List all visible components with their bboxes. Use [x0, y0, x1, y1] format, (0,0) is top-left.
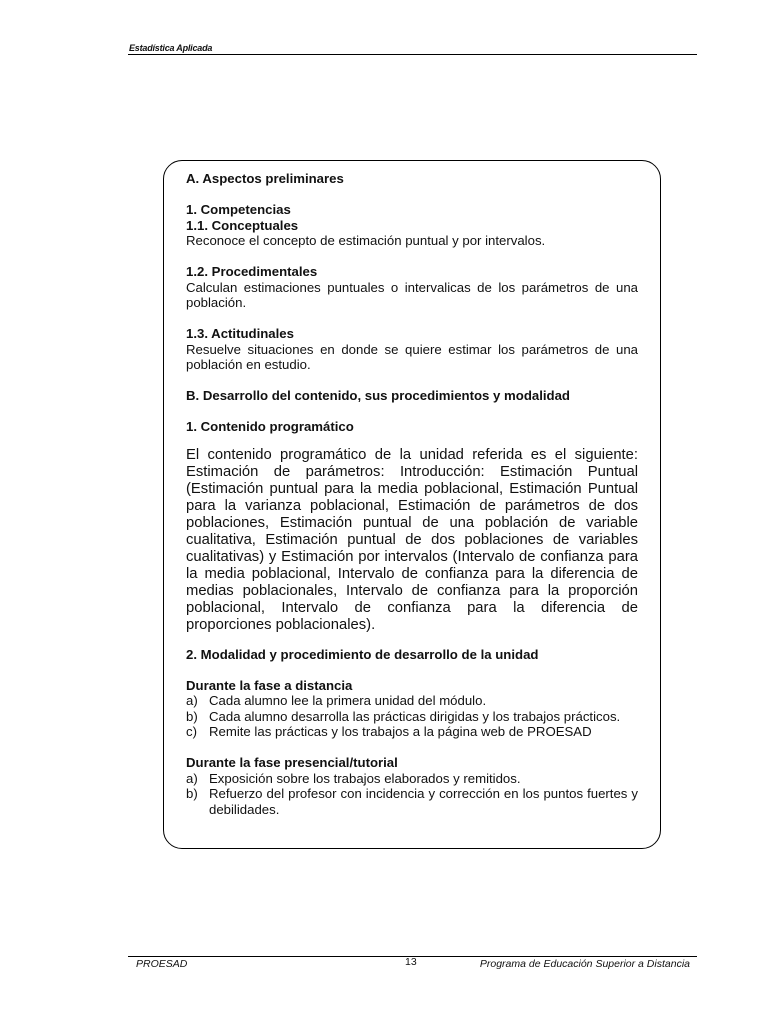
section-b-heading: B. Desarrollo del contenido, sus procedimientos y modalidad [186, 388, 570, 403]
conceptuales-heading: 1.1. Conceptuales [186, 217, 299, 233]
page-number: 13 [405, 956, 417, 968]
actitudinales-heading: 1.3. Actitudinales [186, 326, 294, 341]
list-item: a) Cada alumno lee la primera unidad del módulo. [186, 693, 487, 708]
actitudinales-text: Resuelve situaciones en donde se quiere estimar los parámetros de una población en estudio. [186, 341, 638, 372]
footer-left: PROESAD [136, 958, 188, 970]
distancia-list [186, 693, 638, 740]
list-item: c) Remite las prácticas y los trabajos a la página web de PROESAD [186, 724, 592, 739]
contenido-text: El contenido programático de la unidad referida es el siguiente: Estimación de parámetros: Introducción: Estimación Puntual (Estimación puntual para la media poblacional, Estimación Puntual para la varianza poblacional, Estimación de parámetros de dos poblaciones, Estimación puntual de una población de variable cualitativa, Estimación puntual de dos poblaciones de variables cualitativas) y Estimación por intervalos (Intervalo de confianza para la media poblacional, Intervalo de confianza para la diferencia de medias poblacionales, Intervalo de confianza para la proporción poblacional, Intervalo de confianza para la diferencia de proporciones poblacionales). [186, 446, 638, 633]
running-header: Estadística Aplicada [129, 43, 213, 53]
header-rule [128, 54, 697, 55]
presencial-heading: Durante la fase presencial/tutorial [186, 755, 398, 770]
procedimentales-heading: 1.2. Procedimentales [186, 264, 318, 279]
modalidad-heading: 2. Modalidad y procedimiento de desarrollo de la unidad [186, 646, 539, 662]
section-a-heading: A. Aspectos preliminares [186, 171, 344, 186]
list-item: a) Exposición sobre los trabajos elaborados y remitidos. [186, 770, 521, 786]
list-item: b) Cada alumno desarrolla las prácticas dirigidas y los trabajos prácticos. [186, 708, 621, 724]
competencias-heading: 1. Competencias [186, 202, 291, 217]
conceptuales-text: Reconoce el concepto de estimación puntual y por intervalos. [186, 233, 546, 248]
procedimentales-text: Calculan estimaciones puntuales o intervalicas de los parámetros de una población. [186, 279, 638, 310]
presencial-list [186, 771, 638, 818]
footer-right: Programa de Educación Superior a Distancia [479, 958, 690, 970]
distancia-heading: Durante la fase a distancia [186, 677, 353, 693]
contenido-heading: 1. Contenido programático [186, 419, 354, 434]
box-content [186, 171, 638, 817]
list-item: b) Refuerzo del profesor con incidencia y corrección en los puntos fuertes y debilidades. [186, 786, 638, 817]
